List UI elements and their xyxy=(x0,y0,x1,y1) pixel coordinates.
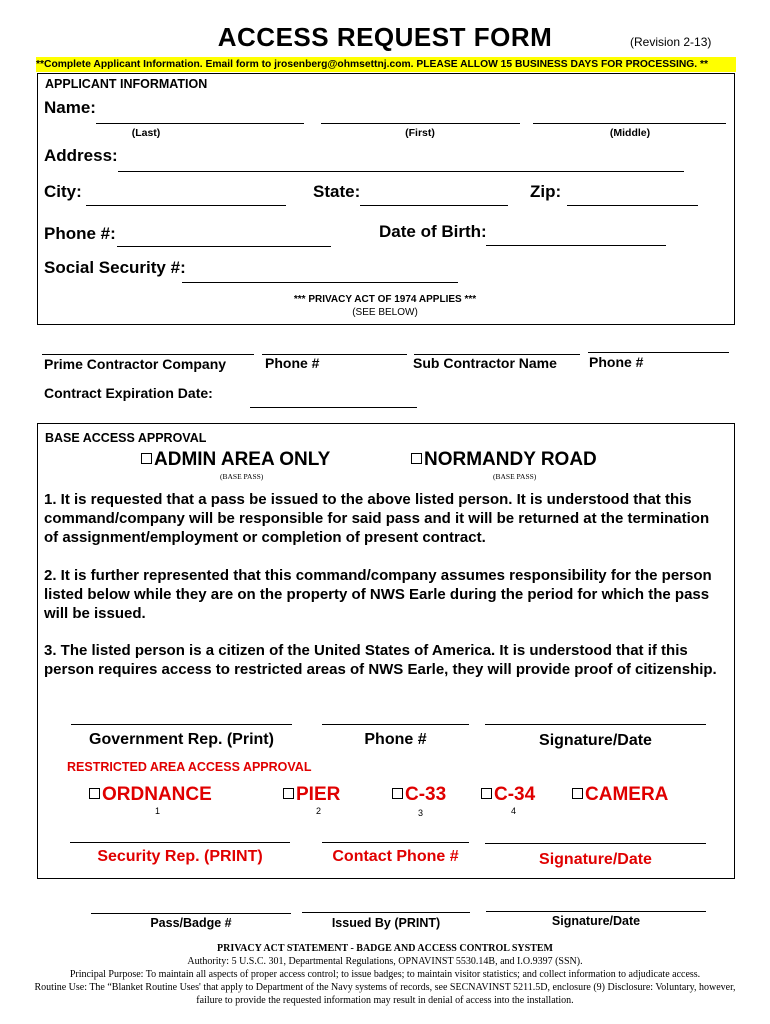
pier-number: 2 xyxy=(316,806,322,816)
ssn-field[interactable] xyxy=(182,282,458,283)
ssn-label: Social Security #: xyxy=(44,258,186,277)
contract-expiration-label: Contract Expiration Date: xyxy=(44,385,213,401)
issued-by-field[interactable] xyxy=(302,912,470,913)
city-label: City: xyxy=(44,182,82,201)
last-name-field[interactable] xyxy=(96,123,304,124)
sub-contractor-label: Sub Contractor Name xyxy=(413,355,557,371)
first-caption: (First) xyxy=(405,127,435,139)
phone-field[interactable] xyxy=(117,246,331,247)
pier-checkbox[interactable] xyxy=(283,788,294,799)
admin-area-checkbox[interactable] xyxy=(141,453,152,464)
pass-signature-label: Signature/Date xyxy=(551,914,641,928)
contract-expiration-field[interactable] xyxy=(250,407,417,408)
normandy-road-checkbox[interactable] xyxy=(411,453,422,464)
privacy-purpose: Principal Purpose: To maintain all aspects of proper access control; to issue badges; to maintain visitor statistics; and collect information to adjudicate access. xyxy=(69,969,701,980)
admin-area-option[interactable] xyxy=(141,449,330,471)
middle-name-field[interactable] xyxy=(533,123,726,124)
paragraph-3: 3. The listed person is a citizen of the United States of America. It is understood that if this person requires access to restricted areas of NWS Earle, they will provide proof of citizenship. xyxy=(44,642,717,678)
applicant-section xyxy=(37,73,735,325)
pass-signature-field[interactable] xyxy=(486,911,706,912)
gov-signature-field[interactable] xyxy=(485,724,706,725)
admin-area-sub: (BASE PASS) xyxy=(220,472,264,481)
last-caption: (Last) xyxy=(131,127,161,139)
prime-contractor-field[interactable] xyxy=(42,354,254,355)
state-label: State: xyxy=(313,182,361,201)
gov-signature-label: Signature/Date xyxy=(539,732,652,749)
normandy-road-sub: (BASE PASS) xyxy=(493,472,537,481)
ordnance-number: 1 xyxy=(155,806,161,816)
gov-rep-label: Government Rep. (Print) xyxy=(89,731,274,748)
privacy-routine-use: Routine Use: The “Blanket Routine Uses' that apply to Department of the Navy systems of records, see SECNAVINST 5211.5D, enclosure (9) Disclosure: Voluntary, however, xyxy=(34,982,736,993)
security-rep-field[interactable] xyxy=(70,842,290,843)
city-field[interactable] xyxy=(86,205,286,206)
normandy-road-label: NORMANDY ROAD xyxy=(424,449,597,470)
gov-phone-field[interactable] xyxy=(322,724,469,725)
address-field[interactable] xyxy=(118,171,684,172)
form-title: ACCESS REQUEST FORM xyxy=(217,22,553,52)
ordnance-checkbox[interactable] xyxy=(89,788,100,799)
c34-label: C-34 xyxy=(494,784,536,805)
contact-phone-field[interactable] xyxy=(322,842,469,843)
zip-field[interactable] xyxy=(567,205,698,206)
see-below-note: (SEE BELOW) xyxy=(352,307,418,318)
issued-by-label: Issued By (PRINT) xyxy=(331,916,441,930)
applicant-section-title: APPLICANT INFORMATION xyxy=(45,77,208,91)
normandy-road-option[interactable] xyxy=(411,449,597,471)
privacy-authority: Authority: 5 U.S.C. 301, Departmental Regulations, OPNAVINST 5530.14B, and I.O.9397 (SSN). xyxy=(187,956,583,967)
pier-label: PIER xyxy=(296,784,341,805)
ordnance-option[interactable] xyxy=(89,784,212,806)
instructions-banner: **Complete Applicant Information. Email form to jrosenberg@ohmsettnj.com. PLEASE ALLOW 15 BUSINESS DAYS FOR PROCESSING. ** xyxy=(36,57,736,72)
zip-label: Zip: xyxy=(530,182,562,201)
pass-badge-label: Pass/Badge # xyxy=(150,916,232,930)
paragraph-2: 2. It is further represented that this command/company assumes responsibility for the person listed below while they are on the property of NWS Earle during the period for which the pass will be issued. xyxy=(44,567,712,622)
c34-number: 4 xyxy=(511,806,517,816)
contractor-phone-label: Phone # xyxy=(265,355,320,371)
security-rep-label: Security Rep. (PRINT) xyxy=(97,848,263,865)
sub-contractor-phone-field[interactable] xyxy=(588,352,729,353)
privacy-title: PRIVACY ACT STATEMENT - BADGE AND ACCESS CONTROL SYSTEM xyxy=(216,943,553,954)
contact-phone-label: Contact Phone # xyxy=(332,848,459,865)
camera-label: CAMERA xyxy=(585,784,669,805)
camera-option[interactable] xyxy=(572,784,668,806)
pier-option[interactable] xyxy=(283,784,340,806)
admin-area-label: ADMIN AREA ONLY xyxy=(154,449,331,470)
gov-phone-label: Phone # xyxy=(364,731,427,748)
restricted-signature-label: Signature/Date xyxy=(539,851,652,868)
ordnance-label: ORDNANCE xyxy=(102,784,212,805)
prime-contractor-label: Prime Contractor Company xyxy=(44,356,227,372)
name-label: Name: xyxy=(44,98,96,117)
restricted-signature-field[interactable] xyxy=(485,843,706,844)
c33-option[interactable] xyxy=(392,784,446,806)
dob-field[interactable] xyxy=(486,245,666,246)
gov-rep-field[interactable] xyxy=(71,724,292,725)
c33-label: C-33 xyxy=(405,784,447,805)
pass-badge-field[interactable] xyxy=(91,913,291,914)
restricted-title: RESTRICTED AREA ACCESS APPROVAL xyxy=(67,760,312,774)
phone-label: Phone #: xyxy=(44,224,116,243)
privacy-note: *** PRIVACY ACT OF 1974 APPLIES *** xyxy=(293,294,477,305)
privacy-failure: failure to provide the requested information may result in denial of access into the installation. xyxy=(196,995,574,1006)
paragraph-1: 1. It is requested that a pass be issued to the above listed person. It is understood that this command/company will be responsible for said pass and it will be returned at the termination of assignment/employment or completion of present contract. xyxy=(44,491,710,546)
camera-checkbox[interactable] xyxy=(572,788,583,799)
c34-checkbox[interactable] xyxy=(481,788,492,799)
middle-caption: (Middle) xyxy=(609,127,651,139)
base-access-title: BASE ACCESS APPROVAL xyxy=(45,431,207,445)
c34-option[interactable] xyxy=(481,784,535,806)
address-label: Address: xyxy=(44,146,118,165)
sub-contractor-phone-label: Phone # xyxy=(589,354,644,370)
c33-number: 3 xyxy=(418,808,424,818)
first-name-field[interactable] xyxy=(321,123,520,124)
c33-checkbox[interactable] xyxy=(392,788,403,799)
dob-label: Date of Birth: xyxy=(379,222,487,241)
state-field[interactable] xyxy=(360,205,508,206)
revision-label: (Revision 2-13) xyxy=(630,35,712,49)
